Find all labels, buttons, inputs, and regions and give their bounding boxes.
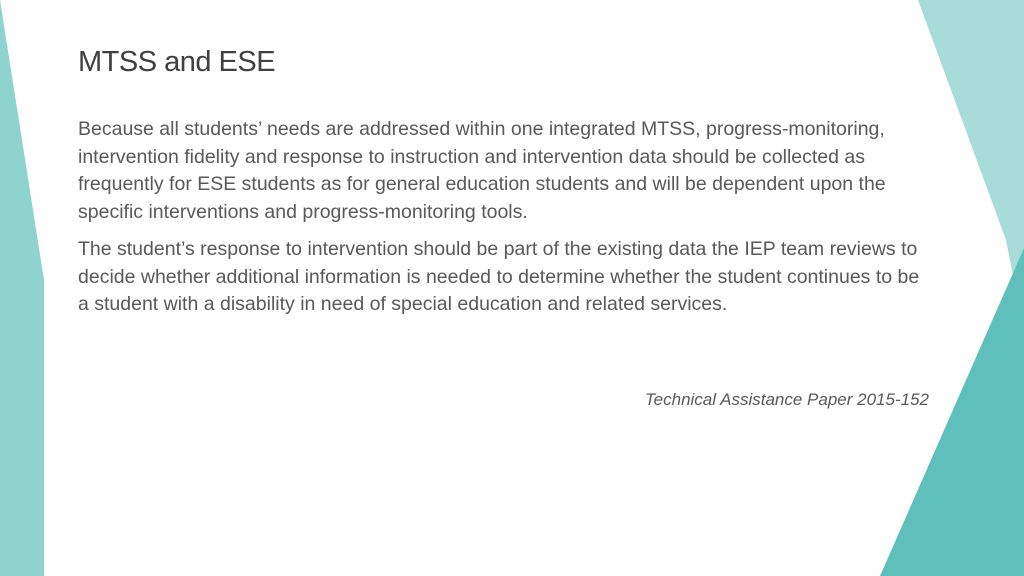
citation: Technical Assistance Paper 2015-152	[644, 390, 929, 409]
body-paragraph-1: Because all students’ needs are addressed within one integrated MTSS, progress-monitoring, intervention fidelity and response to instruction and intervention data should be collected as frequently for ESE students as for general education students and will be dependent upon the specific interventions and progress-monitoring tools.	[78, 118, 886, 224]
body-paragraph-2: The student’s response to intervention should be part of the existing data the IEP team reviews to decide whether additional information is needed to determine whether the student continues to be a student with a disability in need of special education and related services.	[78, 237, 920, 316]
left-accent-strip	[0, 0, 44, 576]
top-right-accent-shape	[918, 0, 1024, 330]
slide-body	[78, 116, 928, 328]
slide-title: MTSS and ESE	[78, 46, 276, 78]
